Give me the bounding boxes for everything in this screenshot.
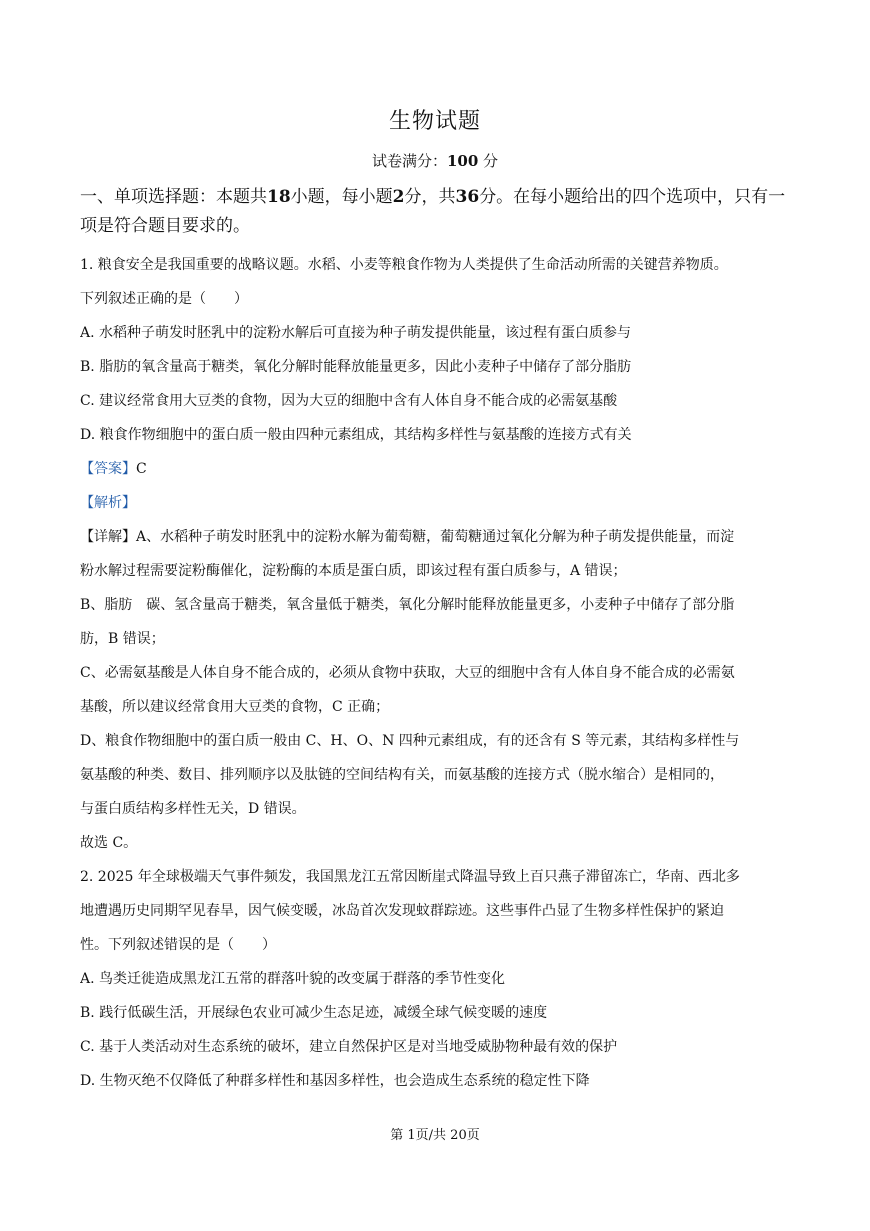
q2-option-a: A. 鸟类迁徙造成黑龙江五常的群落叶貌的改变属于群落的季节性变化 xyxy=(80,971,506,987)
exam-score-line xyxy=(0,150,870,171)
q2-option-d: D. 生物灭绝不仅降低了种群多样性和基因多样性，也会造成生态系统的稳定性下降 xyxy=(80,1073,590,1089)
q2-stem-line-1: 2. 2025 年全球极端天气事件频发，我国黑龙江五常因断崖式降温导致上百只燕子滞留冻亡，华南、西北多 xyxy=(80,869,740,885)
q1-option-b: B. 脂肪的氧含量高于糖类，氧化分解时能释放能量更多，因此小麦种子中储存了部分脂肪 xyxy=(80,359,632,375)
points-per-question: 2 xyxy=(392,187,405,207)
score-unit: 分 xyxy=(483,152,499,170)
q1-detail-line-3: B、脂肪 碳、氢含量高于糖类，氧含量低于糖类，氧化分解时能释放能量更多，小麦种子中储存了部分脂 xyxy=(80,597,735,613)
q1-option-d: D. 粮食作物细胞中的蛋白质一般由四种元素组成，其结构多样性与氨基酸的连接方式有关 xyxy=(80,427,632,443)
page-title: 生物试题 xyxy=(388,109,481,134)
q1-detail-line-5: C、必需氨基酸是人体自身不能合成的，必须从食物中获取，大豆的细胞中含有人体自身不能合成的必需氨 xyxy=(80,665,735,681)
total-points: 36 xyxy=(455,187,480,207)
q1-conclusion: 故选 C。 xyxy=(80,835,138,851)
score-label: 试卷满分： xyxy=(371,152,447,170)
section-text-2: 小题，每小题 xyxy=(290,187,393,207)
q2-option-b: B. 践行低碳生活，开展绿色农业可减少生态足迹，减缓全球气候变暖的速度 xyxy=(80,1005,548,1021)
q1-detail-line-8: 氨基酸的种类、数目、排列顺序以及肽链的空间结构有关，而氨基酸的连接方式（脱水缩合）是相同的， xyxy=(80,767,724,783)
q1-stem-line-2: 下列叙述正确的是（ ） xyxy=(80,291,248,307)
q1-detail-line-4: 肪，B 错误； xyxy=(80,631,165,647)
score-value: 100 xyxy=(446,152,479,170)
question-1 xyxy=(80,248,792,860)
q1-detail-line-2: 粉水解过程需要淀粉酶催化，淀粉酶的本质是蛋白质，即该过程有蛋白质参与，A 错误； xyxy=(80,563,627,579)
q1-option-c: C. 建议经常食用大豆类的食物，因为大豆的细胞中含有人体自身不能合成的必需氨基酸 xyxy=(80,393,618,409)
detail-label: 【详解】 xyxy=(80,529,136,545)
q1-detail-line-9: 与蛋白质结构多样性无关，D 错误。 xyxy=(80,801,306,817)
page-footer: 第 1页/共 20页 xyxy=(390,1128,480,1143)
answer-value: C xyxy=(136,461,147,477)
q2-option-c: C. 基于人类活动对生态系统的破坏，建立自然保护区是对当地受威胁物种最有效的保护 xyxy=(80,1039,618,1055)
q1-detail-line-6: 基酸，所以建议经常食用大豆类的食物，C 正确； xyxy=(80,699,390,715)
section-text-4: 分。在每小题给出的四个选项中，只有一项是符合题目要求的。 xyxy=(80,187,786,236)
answer-label: 【答案】 xyxy=(80,461,136,477)
section-text-1: 一、单项选择题：本题共 xyxy=(80,187,267,207)
q1-stem-line-1: 1. 粮食安全是我国重要的战略议题。水稻、小麦等粮食作物为人类提供了生命活动所需的关键营养物质。 xyxy=(80,257,728,273)
q1-option-a: A. 水稻种子萌发时胚乳中的淀粉水解后可直接为种子萌发提供能量，该过程有蛋白质参与 xyxy=(80,325,632,341)
analysis-label: 【解析】 xyxy=(80,495,136,511)
detail-text: A、水稻种子萌发时胚乳中的淀粉水解为葡萄糖，葡萄糖通过氧化分解为种子萌发提供能量，而淀 xyxy=(136,529,735,545)
q1-analysis xyxy=(80,486,792,520)
section-header xyxy=(80,183,792,241)
q1-answer xyxy=(80,452,792,486)
question-count: 18 xyxy=(267,187,291,207)
q2-stem-line-2: 地遭遇历史同期罕见春旱，因气候变暖，冰岛首次发现蚊群踪迹。这些事件凸显了生物多样性保护的紧迫 xyxy=(80,903,724,919)
q2-stem-line-3: 性。下列叙述错误的是（ ） xyxy=(80,937,276,953)
question-2 xyxy=(80,860,792,1098)
q1-detail-line-7: D、粮食作物细胞中的蛋白质一般由 C、H、O、N 四种元素组成，有的还含有 S 等元素，其结构多样性与 xyxy=(80,733,740,749)
q1-detail-line-1 xyxy=(80,520,792,554)
section-text-3: 分，共 xyxy=(404,187,456,207)
